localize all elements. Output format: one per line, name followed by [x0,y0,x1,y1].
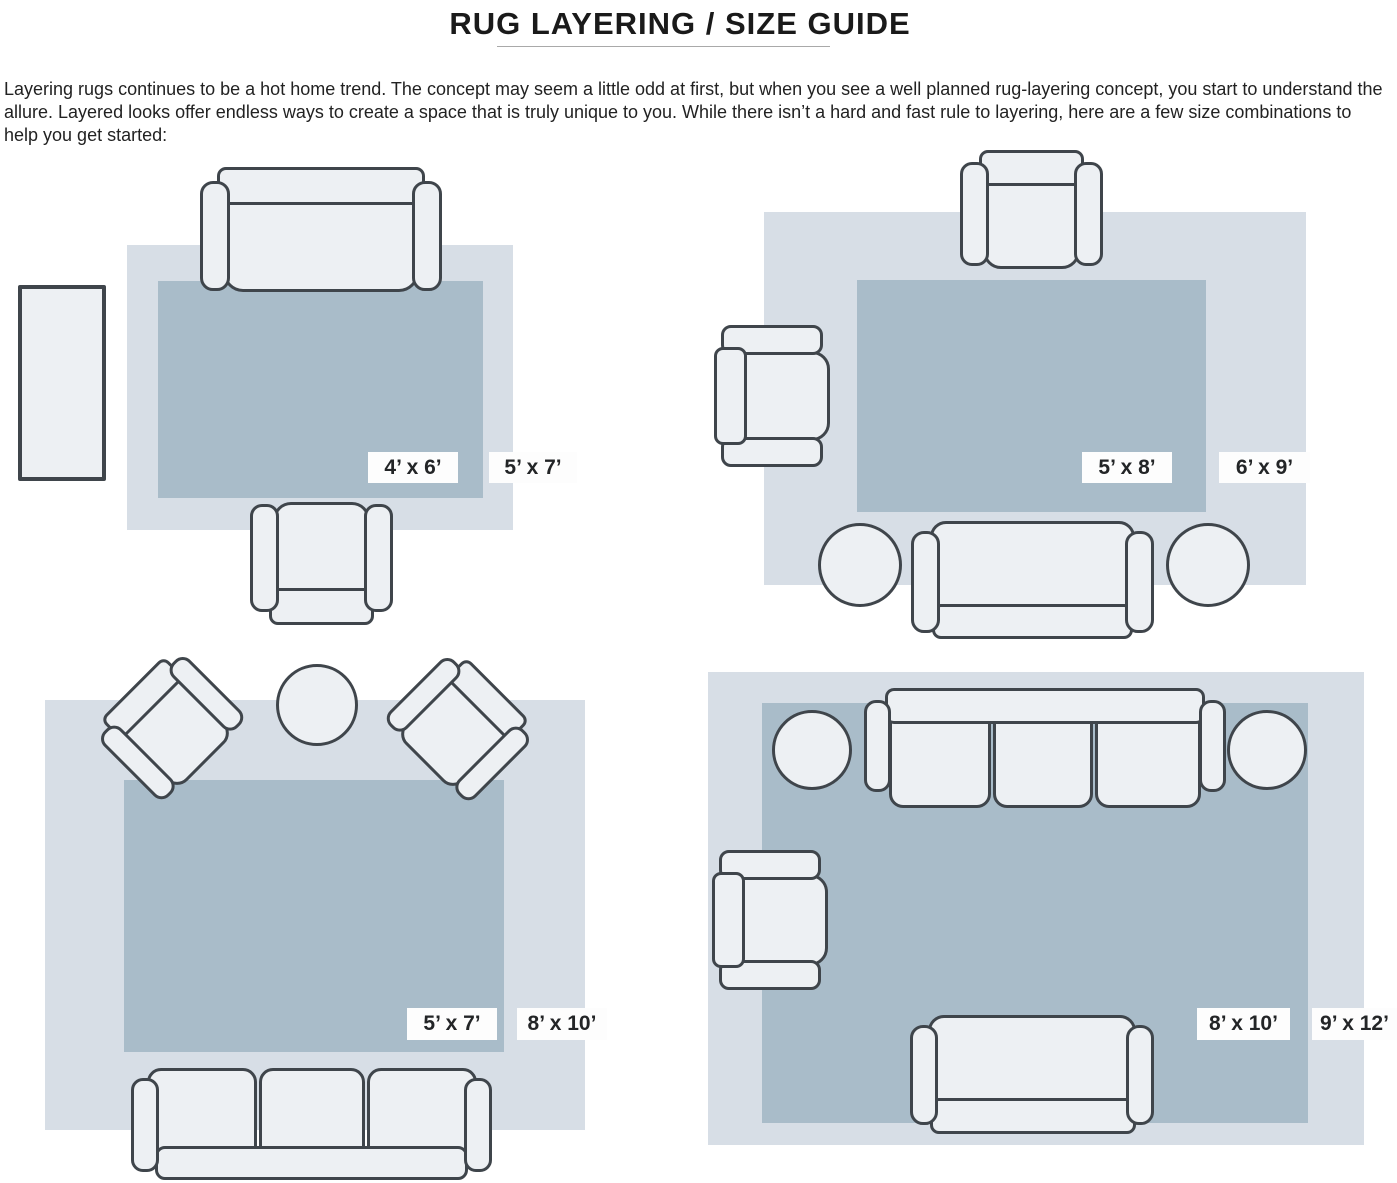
chair-back [714,347,747,445]
sofa-cushion [889,718,991,808]
round-table-icon [772,710,852,790]
sofa-cushion [259,1068,365,1151]
chair-seat [983,177,1080,269]
rug-size-label: 9’ x 12’ [1312,1008,1397,1040]
armchair-icon [712,850,828,990]
chair-seat [741,874,828,966]
chair-back [269,588,374,625]
chair-arm [364,504,393,612]
rug-size-label: 5’ x 7’ [489,452,577,483]
sofa-arm [910,1025,938,1125]
sofa-cushion [367,1068,477,1151]
sofa-back [930,1098,1136,1134]
round-table-icon [1227,710,1307,790]
sofa-seat [930,521,1135,615]
sofa-arm [412,181,442,291]
sofa-arm [200,181,230,291]
round-table-icon [1166,523,1250,607]
sofa-icon [200,167,442,295]
rug-size-label: 5’ x 8’ [1082,452,1172,483]
sofa-icon [911,521,1154,639]
rug-size-label: 6’ x 9’ [1219,452,1310,483]
sofa-arm [864,700,891,792]
chair-arm [960,162,989,266]
sofa-cushion [1095,718,1201,808]
sofa-arm [131,1078,159,1172]
sofa-icon [910,1015,1154,1135]
armchair-icon [960,150,1103,272]
rug-size-label: 4’ x 6’ [368,452,458,483]
sofa-arm [1125,531,1154,633]
chair-back [979,150,1084,186]
sofa-arm [464,1078,492,1172]
chair-seat [273,502,370,596]
page-title: RUG LAYERING / SIZE GUIDE [449,6,911,41]
sofa-arm [911,531,940,633]
rug-size-label: 8’ x 10’ [1197,1008,1290,1040]
sofa-back [217,167,425,205]
sofa-icon [131,1068,492,1180]
armchair-icon [714,325,830,467]
intro-text: Layering rugs continues to be a hot home trend. The concept may seem a little odd at first, but when you see a well planned rug-layering concept, you start to understand the allure. Layered looks offer endless ways to create a space that is truly unique to you. While there isn’t a hard and fast rule to layering, here are a few size combinations to help you get started: [4,79,1383,145]
sofa-icon [864,688,1226,811]
rug-size-label: 8’ x 10’ [517,1008,607,1040]
sofa-cushion [147,1068,257,1151]
sofa-cushion [993,718,1093,808]
round-table-icon [276,664,358,746]
armchair-icon [250,497,393,625]
rug-size-label: 5’ x 7’ [407,1008,497,1040]
console-table-icon [18,285,106,481]
sofa-arm [1126,1025,1154,1125]
sofa-arm [1199,700,1226,792]
sofa-back [932,604,1133,639]
chair-arm [1074,162,1103,266]
sofa-back [155,1146,468,1180]
sofa-seat [928,1015,1136,1110]
round-table-icon [818,523,902,607]
chair-arm [250,504,279,612]
title-underline [497,46,830,47]
sofa-back [885,688,1205,724]
sofa-seat [223,192,419,292]
chair-back [712,872,745,968]
chair-seat [743,351,830,441]
